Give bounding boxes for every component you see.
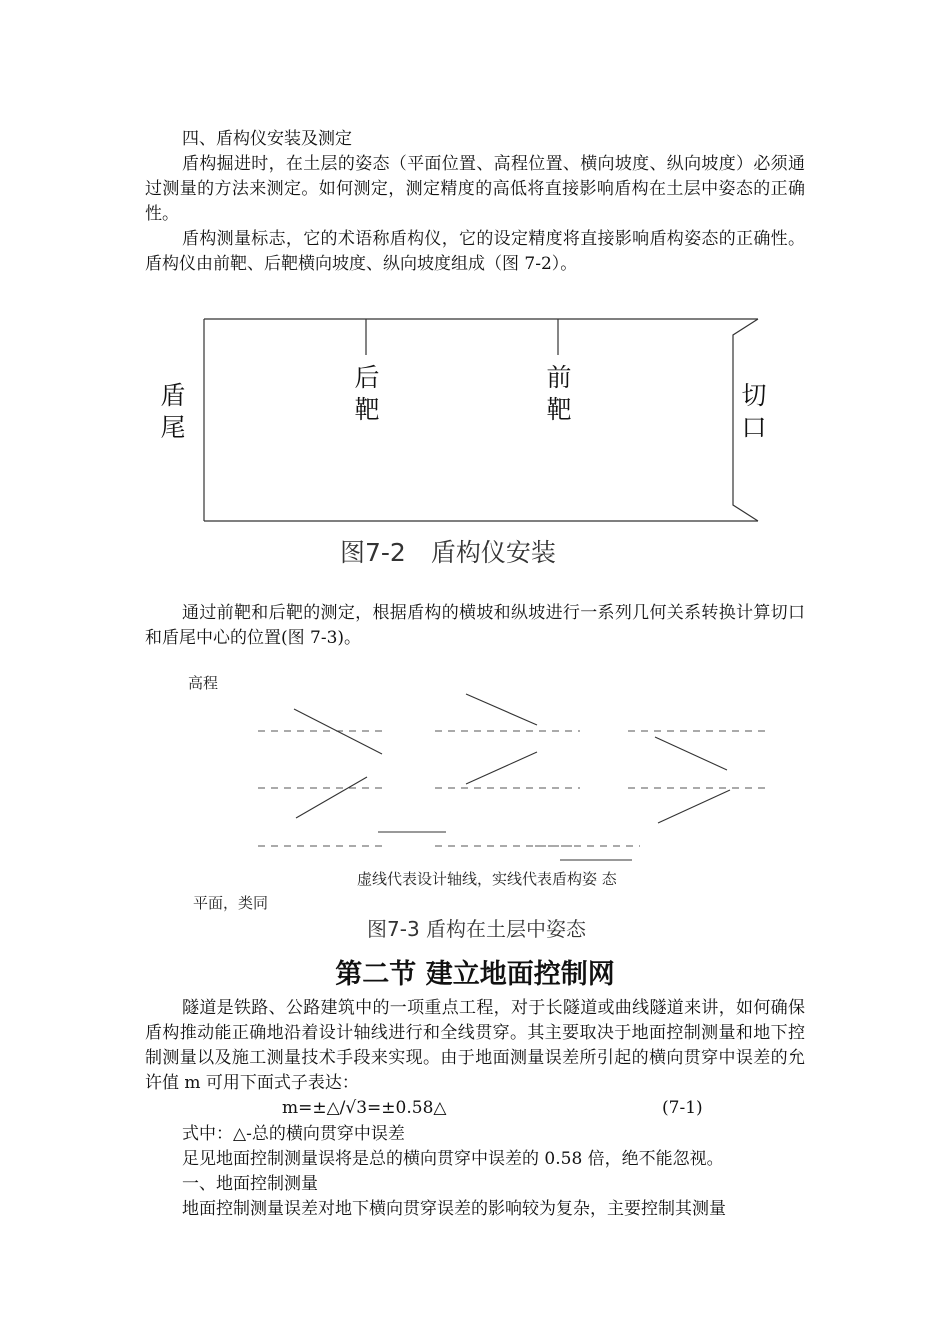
paragraph: 地面控制测量误差对地下横向贯穿误差的影响较为复杂，主要控制其测量: [182, 1199, 726, 1219]
section-heading: 四、盾构仪安装及测定: [182, 129, 352, 149]
plan-label: 平面，类同: [193, 894, 269, 912]
formula: m=±△/√3=±0.58△: [282, 1098, 447, 1118]
rear-target-label: 后靶: [354, 363, 380, 424]
paragraph: 隧道是铁路、公路建筑中的一项重点工程，对于长隧道或曲线隧道来讲，如何确保盾构推动能正确地沿着设计轴线进行和全线贯穿。其主要取决于地面控制测量和地下控制测量以及施工测量技术手段来实现。由于地面测量误差所引起的横向贯穿中误差的允许值 m 可用下面式子表达：: [145, 998, 805, 1093]
subheading: 一、地面控制测量: [182, 1174, 318, 1194]
figure-7-3-legend: 虚线代表设计轴线，实线代表盾构姿 态: [357, 870, 617, 888]
paragraph: 足见地面控制测量误将是总的横向贯穿中误差的 0.58 倍，绝不能忽视。: [182, 1149, 724, 1169]
shield-attitude-lines: [294, 694, 730, 860]
front-target-label: 前靶: [546, 363, 572, 424]
paragraph: 盾构测量标志，它的术语称盾构仪，它的设定精度将直接影响盾构姿态的正确性。盾构仪由前靶、后靶横向坡度、纵向坡度组成（图 7-2）。: [145, 229, 805, 274]
design-axis-lines: [258, 731, 765, 846]
figure-7-2-caption: 图7-2 盾构仪安装: [340, 538, 556, 567]
section-title: 第二节 建立地面控制网: [335, 959, 615, 990]
formula-explanation: 式中：△-总的横向贯穿中误差: [182, 1124, 405, 1144]
cutter-label: 切口: [741, 381, 767, 442]
formula-number: (7-1): [662, 1098, 703, 1118]
elevation-label: 高程: [188, 674, 219, 692]
paragraph: 盾构掘进时，在土层的姿态（平面位置、高程位置、横向坡度、纵向坡度）必须通过测量的方法来测定。如何测定，测定精度的高低将直接影响盾构在土层中姿态的正确性。: [145, 154, 805, 224]
paragraph: 通过前靶和后靶的测定，根据盾构的横坡和纵坡进行一系列几何关系转换计算切口和盾尾中心的位置(图 7-3)。: [145, 603, 805, 648]
shield-tail-label: 盾尾: [160, 381, 186, 442]
figure-7-3-caption: 图7-3 盾构在土层中姿态: [367, 917, 587, 941]
